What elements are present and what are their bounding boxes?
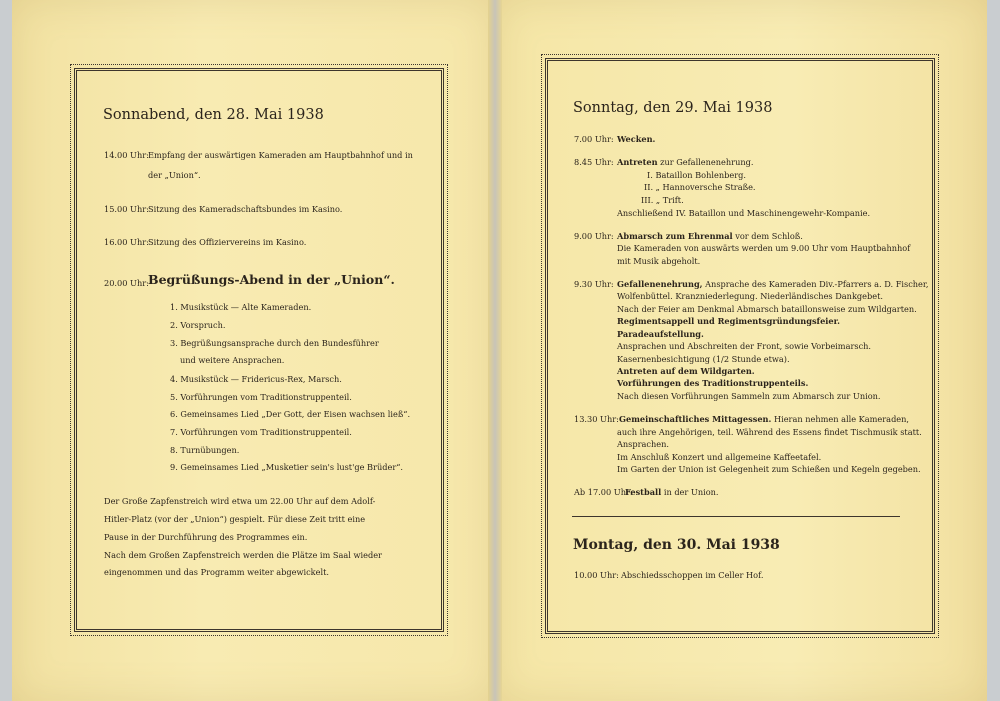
left-heading: Sonnabend, den 28. Mai 1938 — [103, 107, 324, 123]
entry-line: Nach der Feier am Denkmal Abmarsch bataillonsweise zum Wildgarten. — [617, 304, 917, 314]
entry-time: 7.00 Uhr: — [574, 134, 614, 144]
closing-line: Pause in der Durchführung des Programmes ein. — [104, 532, 308, 542]
left-entry-time: 15.00 Uhr: — [104, 204, 149, 214]
battalion-line: III. „ Trift. — [641, 195, 684, 205]
page-fold — [488, 0, 502, 701]
entry-line — [625, 487, 719, 498]
evening-time: 20.00 Uhr: — [104, 278, 149, 288]
entry-rest: zur Gefallenenehrung. — [657, 157, 754, 167]
entry-time: 9.00 Uhr: — [574, 231, 614, 241]
section-divider — [572, 516, 900, 517]
entry-line: Im Garten der Union ist Gelegenheit zum Schießen und Kegeln gegeben. — [617, 464, 921, 474]
entry-line: Vorführungen des Traditionstruppenteils. — [617, 378, 809, 388]
monday-heading: Montag, den 30. Mai 1938 — [573, 537, 780, 553]
right-heading: Sonntag, den 29. Mai 1938 — [573, 100, 773, 116]
left-entry-line: Sitzung des Kameradschaftsbundes im Kasino. — [148, 204, 343, 214]
entry-time: 8.45 Uhr: — [574, 157, 614, 167]
program-item: 5. Vorführungen vom Traditionstruppenteil. — [170, 392, 352, 402]
program-item: 6. Gemeinsames Lied „Der Gott, der Eisen wachsen ließ“. — [170, 409, 411, 419]
entry-time: 13.30 Uhr: — [574, 414, 619, 424]
entry-line: Wolfenbüttel. Kranzniederlegung. Niederländisches Dankgebet. — [617, 291, 883, 301]
entry-line: Ansprachen. — [617, 439, 670, 449]
entry-line — [617, 279, 929, 290]
entry-rest: in der Union. — [661, 487, 719, 497]
entry-line: Im Anschluß Konzert und allgemeine Kaffeetafel. — [617, 452, 822, 462]
left-entry-line: Sitzung des Offiziervereins im Kasino. — [148, 237, 307, 247]
left-entry-time: 14.00 Uhr: — [104, 150, 149, 160]
entry-line: Regimentsappell und Regimentsgründungsfeier. — [617, 316, 841, 326]
left-entry-time: 16.00 Uhr: — [104, 237, 149, 247]
entry-line: auch ihre Angehörigen, teil. Während des Essens findet Tischmusik statt. — [617, 427, 922, 437]
entry-line: Die Kameraden von auswärts werden um 9.00 Uhr vom Hauptbahnhof — [617, 243, 911, 253]
entry-time: 10.00 Uhr: — [574, 570, 619, 580]
closing-line: eingenommen und das Programm weiter abgewickelt. — [104, 567, 329, 577]
entry-line: Kasernenbesichtigung (1/2 Stunde etwa). — [617, 354, 790, 364]
closing-line: Der Große Zapfenstreich wird etwa um 22.00 Uhr auf dem Adolf- — [104, 496, 376, 506]
battalion-line: I. Bataillon Bohlenberg. — [647, 170, 746, 180]
program-item: 3. Begrüßungsansprache durch den Bundesführer — [170, 338, 379, 348]
entry-line — [619, 414, 909, 425]
entry-bold: Gemeinschaftliches Mittagessen. — [619, 414, 772, 424]
entry-rest: vor dem Schloß. — [732, 231, 803, 241]
closing-line: Nach dem Großen Zapfenstreich werden die Plätze im Saal wieder — [104, 550, 382, 560]
left-entry-line: Empfang der auswärtigen Kameraden am Hauptbahnhof und in — [148, 150, 413, 160]
battalion-line: II. „ Hannoversche Straße. — [644, 182, 756, 192]
entry-line: mit Musik abgeholt. — [617, 256, 701, 266]
program-item: 1. Musikstück — Alte Kameraden. — [170, 302, 312, 312]
entry-line — [617, 157, 753, 168]
entry-bold: Gefallenenehrung, — [617, 279, 703, 289]
entry-line: Ansprachen und Abschreiten der Front, sowie Vorbeimarsch. — [617, 341, 872, 351]
program-item: und weitere Ansprachen. — [180, 355, 285, 365]
entry-line: Anschließend IV. Bataillon und Maschinengewehr-Kompanie. — [617, 208, 871, 218]
evening-title: Begrüßungs-Abend in der „Union“. — [148, 272, 395, 287]
program-item: 4. Musikstück — Fridericus-Rex, Marsch. — [170, 374, 342, 384]
entry-line: Antreten auf dem Wildgarten. — [617, 366, 755, 376]
entry-text: Wecken. — [617, 134, 656, 144]
entry-rest: Hieran nehmen alle Kameraden, — [771, 414, 910, 424]
entry-time: 9.30 Uhr: — [574, 279, 614, 289]
program-item: 2. Vorspruch. — [170, 320, 226, 330]
entry-bold: Antreten — [617, 157, 658, 167]
entry-line: Nach diesen Vorführungen Sammeln zum Abmarsch zur Union. — [617, 391, 881, 401]
program-item: 9. Gemeinsames Lied „Musketier sein's lust'ge Brüder“. — [170, 462, 404, 472]
left-entry-line: der „Union“. — [148, 170, 201, 180]
program-item: 8. Turnübungen. — [170, 445, 240, 455]
entry-bold: Festball — [625, 487, 662, 497]
entry-text: Abschiedsschoppen im Celler Hof. — [621, 570, 764, 580]
entry-line — [617, 231, 803, 242]
program-item: 7. Vorführungen vom Traditionstruppenteil. — [170, 427, 352, 437]
entry-line: Paradeaufstellung. — [617, 329, 704, 339]
closing-line: Hitler-Platz (vor der „Union“) gespielt. Für diese Zeit tritt eine — [104, 514, 366, 524]
entry-bold: Abmarsch zum Ehrenmal — [617, 231, 733, 241]
entry-time: Ab 17.00 Uhr: — [574, 487, 633, 497]
entry-rest: Ansprache des Kameraden Div.-Pfarrers a. D. Fischer, — [702, 279, 929, 289]
